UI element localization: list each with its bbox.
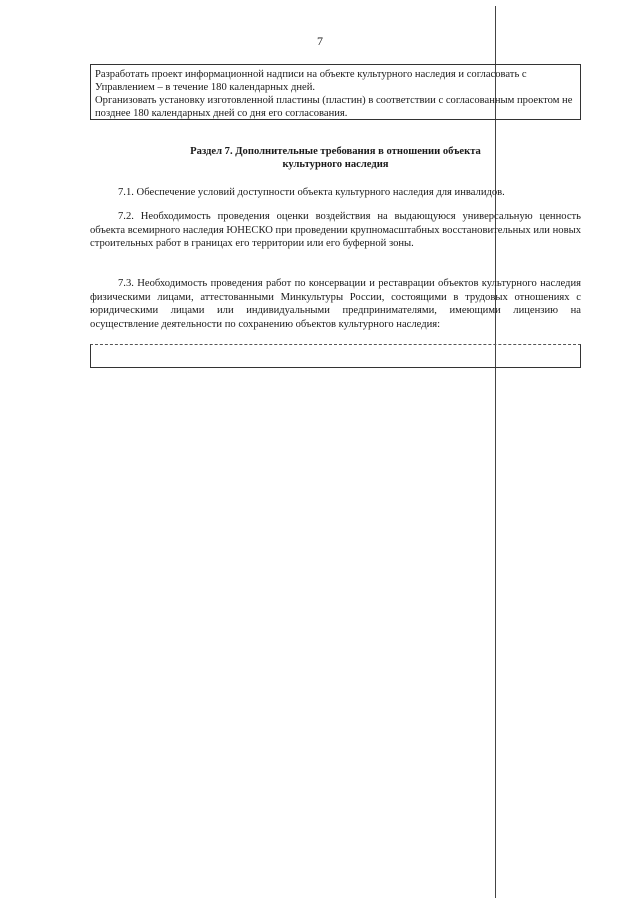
- paragraph-7-1: 7.1. Обеспечение условий доступности объекта культурного наследия для инвалидов.: [118, 187, 505, 198]
- box-text-develop-project: Разработать проект информационной надписи на объекте культурного наследия и согласовать с Управлением – в течение 180 календарных дней.: [95, 69, 527, 93]
- page-number: 7: [317, 34, 323, 48]
- section-heading-line-1: Раздел 7. Дополнительные требования в отношении объекта: [190, 146, 481, 157]
- section-heading-line-2: культурного наследия: [282, 159, 389, 170]
- paragraph-7-2: 7.2. Необходимость проведения оценки воздействия на выдающуюся универсальную ценность объекта всемирного наследия ЮНЕСКО при проведении крупномасштабных восстановительных или новых строительных работ в границах его территории или его буферной зоны.: [90, 211, 581, 250]
- paragraph-7-3: 7.3. Необходимость проведения работ по консервации и реставрации объектов культурного наследия физическими лицами, аттестованными Минкультуры России, состоящими в трудовых отношениях с юридическими лицами или индивидуальными предпринимателями, имеющими лицензию на осуществление деятельности по сохранению объектов культурного наследия:: [90, 278, 581, 330]
- section-7-heading: [90, 145, 581, 171]
- scan-artifact-line: [495, 6, 496, 898]
- box-text-install-plate: Организовать установку изготовленной пластины (пластин) в соответствии с согласованным проектом не позднее 180 календарных дней со дня его согласования.: [95, 95, 573, 119]
- empty-bottom-box: [90, 344, 581, 368]
- info-plaque-requirements-box: [90, 64, 581, 120]
